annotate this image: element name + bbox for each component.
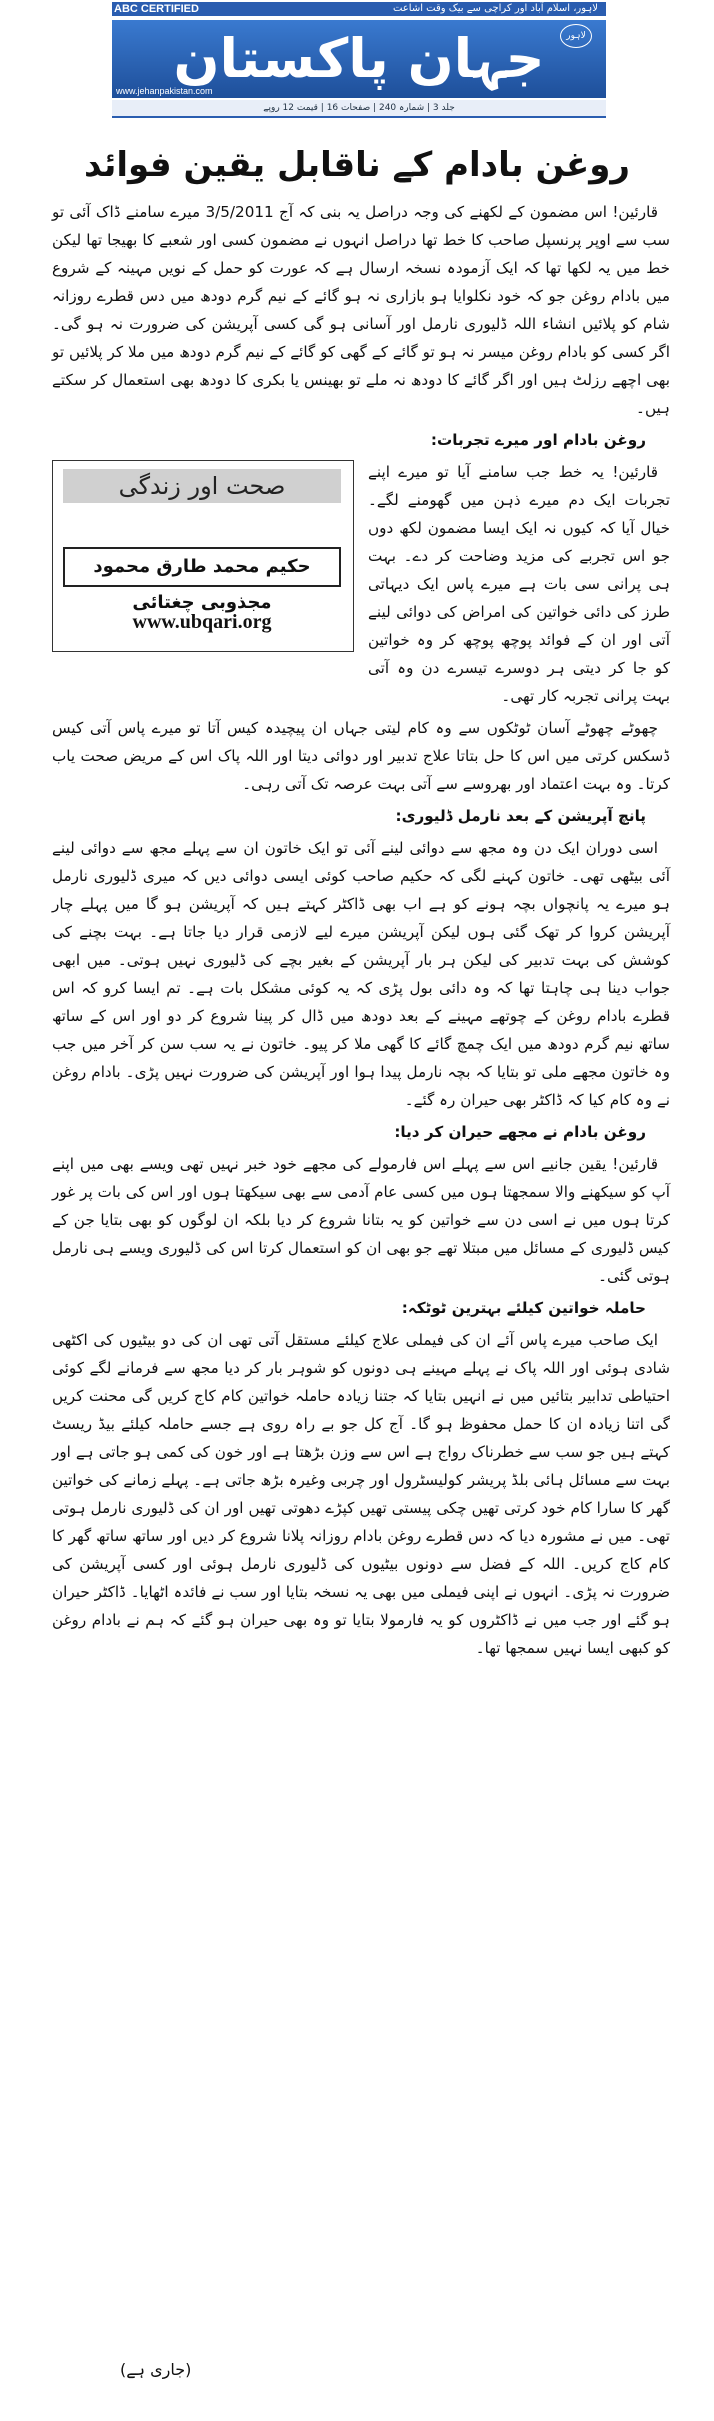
intro-paragraph: قارئین! اس مضمون کے لکھنے کی وجہ دراصل یہ بنی کہ آج 3/5/2011 میرے سامنے ڈاک آئی تو سب سے اوپر پرنسپل صاحب کا خط تھا دراصل انہوں نے مضمون کسی اور شعبے کا بھیجا تھا لیکن خط میں یہ لکھا تھا کہ ایک آزمودہ نسخہ ارسال ہے کہ عورت کو حمل کے نویں مہینہ کے شروع میں بادام روغن جو کہ خود نکلوایا ہو بازاری نہ ہو گائے کے نیم گرم دودھ میں دس قطرے روزانہ شام کو پلائیں انشاء اللہ ڈلیوری نارمل اور آسانی ہو گی کسی آپریشن کی ضرورت نہ ہو گی۔ اگر کسی کو بادام روغن میسر نہ ہو تو گائے کے گھی کو گائے کے نیم گرم دودھ میں ملا کر پلائیں تو بھی اچھے رزلٹ ہیں اور اگر گائے کا دودھ نہ ملے تو بھینس یا بکری کا دودھ بھی استعمال کر سکتے ہیں۔ <box>52 203 670 417</box>
article-body <box>52 198 670 1666</box>
column-website: www.ubqari.org <box>132 611 272 633</box>
body-paragraph: قارئین! یہ خط جب سامنے آیا تو میرے اپنے تجربات ایک دم میرے ذہن میں گھومنے لگے۔ خیال آیا کہ کیوں نہ ایک ایسا مضمون لکھ دوں جو اس تجربے کی مزید وضاحت کر دے۔ بہت ہی پرانی سی بات ہے میرے پاس ایک دیہاتی طرز کی دائی خواتین کی امراض کی دوائی لینے آتی اور ان کے فوائد پوچھ پوچھ کر وہ خواتین کو جا کر دیتی ہر دوسرے تیسرے دن وہ آتی بہت پرانی تجربہ کار تھی۔ <box>368 463 670 705</box>
continued-label: (جاری ہے) <box>120 2360 192 2379</box>
newspaper-logo: جہان پاکستان <box>112 20 606 98</box>
column-box <box>52 460 354 652</box>
body-paragraph: چھوٹے چھوٹے آسان ٹوٹکوں سے وہ کام لیتی جہاں ان پیچیدہ کیس آتا تو میرے پاس آتی کیس ڈسکس کرتی میں اس کا حل بتاتا علاج تدبیر اور دوائی دیتا اور اللہ پاک اس کے مریض صحت یاب کرتا۔ وہ بہت اعتماد اور بھروسے سے آتی بہت عرصہ تک آتی رہی۔ <box>52 719 670 793</box>
column-author: حکیم محمد طارق محمود مجذوبی چغتائی <box>63 547 341 587</box>
column-title: صحت اور زندگی <box>63 469 341 503</box>
newspaper-masthead <box>0 0 714 120</box>
body-paragraph: ایک صاحب میرے پاس آئے ان کی فیملی علاج کیلئے مستقل آتی تھی ان کی دو بیٹیوں کی اکٹھی شادی ہوئی اور اللہ پاک نے پہلے مہینے ہی دونوں کو شوہر بار کر دیا مجھ سے فرمانے لگے کوئی احتیاطی تدابیر بتائیں میں نے انہیں بتایا کہ جتنا زیادہ حاملہ خواتین کام کاج کریں گی محنت کریں گی اتنا زیادہ ان کا حمل محفوظ ہو گا۔ آج کل جو بے راہ روی ہے جسے حاملہ کیلئے بیڈ ریسٹ کہتے ہیں جو سب سے خطرناک رواج ہے اس سے وزن بڑھتا ہے اور خون کی کمی ہو جاتی ہے اور بہت سے مسائل ہائی بلڈ پریشر کولیسٹرول اور چربی وغیرہ بڑھ جاتی ہے۔ پہلے زمانے کی خواتین گھر کا سارا کام خود کرتی تھیں چکی پیستی تھیں کپڑے دھوتی تھیں اور ان کی ڈلیوری نارمل ہوتی تھی۔ میں نے مشورہ دیا کہ دس قطرے روغن بادام روزانہ پلانا شروع کر دیں اور ساتھ ساتھ گھر کا کام کاج کریں۔ اللہ کے فضل سے دونوں بیٹیوں کی ڈلیوری نارمل ہوئی اور کسی آپریشن کی ضرورت نہ پڑی۔ انہوں نے اپنی فیملی میں بھی یہ نسخہ بتایا اور سب نے فائدہ اٹھایا۔ ڈاکٹر حیران ہو گئے اور جب میں نے ڈاکٹروں کو یہ فارمولا بتایا تو وہ بھی حیران ہو گئے کہ ہم نے بادام روغن کو کبھی ایسا نہیں سمجھا تھا۔ <box>51 1331 670 1657</box>
logo-seal: لاہور <box>560 24 592 48</box>
article-title: روغن بادام کے ناقابل یقین فوائد <box>84 145 630 185</box>
section-heading: روغن بادام نے مجھے حیران کر دیا: <box>394 1123 646 1141</box>
newspaper-website: www.jehanpakistan.com <box>116 86 213 96</box>
issue-info: جلد 3 | شمارہ 240 | صفحات 16 | قیمت 12 روپے <box>112 100 606 118</box>
section-heading: پانچ آپریشن کے بعد نارمل ڈلیوری: <box>395 807 646 825</box>
masthead-tagline: لاہور، اسلام آباد اور کراچی سے بیک وقت اشاعت <box>112 2 606 16</box>
body-paragraph: اسی دوران ایک دن وہ مجھ سے دوائی لینے آئی تو ایک خاتون ان سے پہلے مجھ سے دوائی لینے آئی بیٹھی تھی۔ خاتون کہنے لگی کہ حکیم صاحب کوئی ایسی دوائی دیں کہ میری ڈلیوری نارمل ہو میرے یہ پانچواں بچہ ہونے کو ہے اب بھی ڈاکٹر کہتے ہیں کہ آپریشن ہو گا میں پہلے چار آپریشن کروا کر تھک گئی ہوں لیکن آپریشن میرے لیے لازمی قرار دیا جاتا ہے۔ بہت بچنے کی کوشش کی بہت تدبیر کی لیکن ہر بار آپریشن کے بغیر بچے کی ڈلیوری نہیں ہوتی۔ میں ابھی جواب دینا ہی چاہتا تھا کہ وہ دائی بول پڑی کہ یہ کوئی مشکل بات ہے۔ تم ایسا کرو کہ اس قطرے بادام روغن کے چوتھے مہینے کے بعد دودھ میں ڈال کر پینا شروع کر دو اور اس کے ساتھ ساتھ نیم گرم دودھ میں ایک چمچ گائے کا گھی ملا کر پیو۔ خاتون نے یہ سب سن کر آخر میں جب وہ خاتون مجھے ملی تو بتایا کہ بچہ نارمل پیدا ہوا اور آپریشن کی ضرورت نہیں پڑی۔ بادام روغن نے وہ کام کیا کہ ڈاکٹر بھی حیران رہ گئے۔ <box>52 839 670 1109</box>
section-heading: حاملہ خواتین کیلئے بہترین ٹوٹکہ: <box>401 1299 646 1317</box>
body-paragraph: قارئین! یقین جانیے اس سے پہلے اس فارمولے کی مجھے خود خبر نہیں تھی ویسے بھی میں اپنے آپ کو سیکھنے والا سمجھتا ہوں میں کسی عام آدمی سے بھی سیکھتا ہوں اور اس کی بات پر غور کرتا ہوں میں نے اسی دن سے خواتین کو یہ بتانا شروع کر دیا بلکہ ان لوگوں کو بھی بتایا جن کے کیس ڈلیوری کے مسائل میں مبتلا تھے جو بھی ان کو استعمال کرتا اس کی ڈلیوری ویسے ہی نارمل ہوتی گئی۔ <box>52 1155 670 1285</box>
section-heading: روغن بادام اور میرے تجربات: <box>430 431 646 449</box>
abc-certified-label: ABC CERTIFIED <box>114 3 199 15</box>
